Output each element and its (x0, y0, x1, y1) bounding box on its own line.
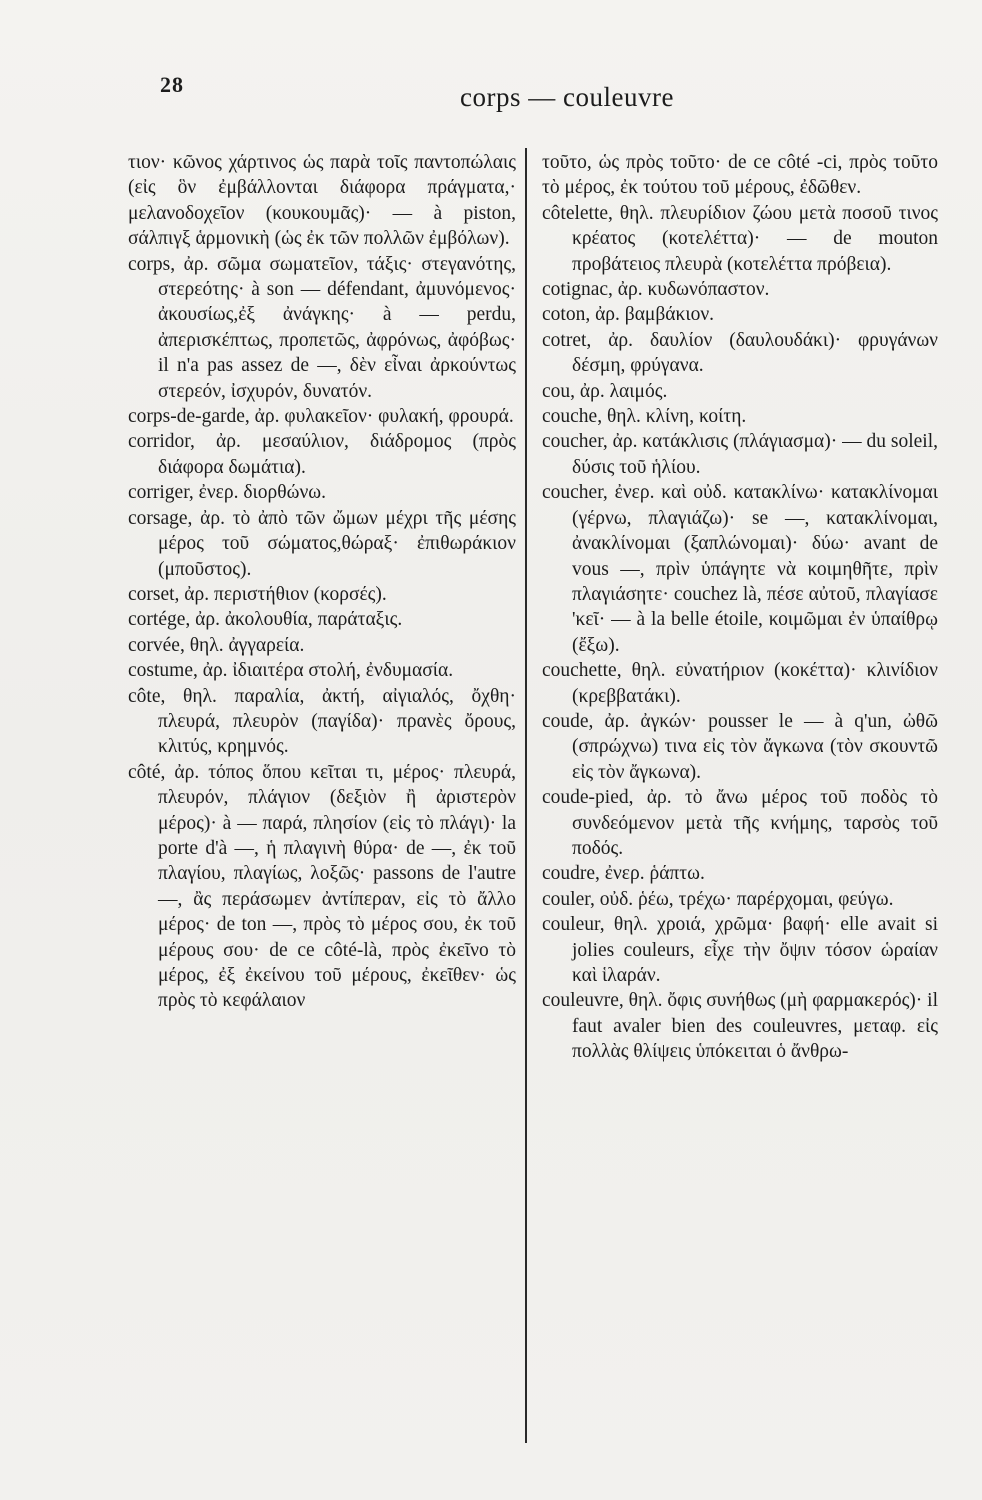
entry-cortege: cortége, ἀρ. ἀκολουθία, παράταξις. (128, 609, 403, 631)
entry-coude: coude, ἀρ. ἀγκών· pousser le — à q'un, ὠθῶ (σπρώχνω) τινα εἰς τὸν ἄγκωνα (τὸν σκουντῶ εἰς τὸν ἄγκωνα). (542, 710, 938, 783)
entry-corps: corps, ἀρ. σῶμα σωματεῖον, τάξις· στεγανότης, στερεότης· à son — défendant, ἀμυνόμενος· ἀκουσίως,ἐξ ἀνάγκης· à — perdu, ἀπερισκέπτως, προπετῶς, ἀφρόνως, ἀφόβως· il n'a pas assez de —, δὲν εἶναι ἀρκούντως στερεόν, ἰσχυρόν, δυνατόν. (128, 253, 516, 402)
right-column (542, 150, 938, 1065)
entry-couleur: couleur, θηλ. χροιά, χρῶμα· βαφή· elle avait si jolies couleurs, εἶχε τὴν ὄψιν τόσον ὡραίαν καὶ ἱλαράν. (542, 914, 938, 986)
entry-coude-pied: coude-pied, ἀρ. τὸ ἄνω μέρος τοῦ ποδὸς τὸ συνδεόμενον μετὰ τῆς κνήμης, ταρσὸς τοῦ ποδός. (542, 787, 938, 859)
entry-continuation: τιον· κῶνος χάρτινος ὡς παρὰ τοῖς παντοπώλαις (εἰς ὃν ἐμβάλλονται διάφορα πράγματα,· μελανοδοχεῖον (κουκουμᾶς)· — à piston, σάλπιγξ ἁρμονικὴ (ὡς ἐκ τῶν πολλῶν ἐμβόλων). (128, 152, 516, 250)
page-number: 28 (160, 72, 184, 97)
entry-corsage: corsage, ἀρ. τὸ ἀπὸ τῶν ὤμων μέχρι τῆς μέσης μέρος τοῦ σώματος,θώραξ· ἐπιθωράκιον (μποῦστος). (128, 507, 516, 580)
entry-cotelette: côtelette, θηλ. πλευρίδιον ζώου μετὰ ποσοῦ τινος κρέατος (κοτελέττα)· — de mouton προβάτειος πλευρὰ (κοτελέττα πρόβεια). (542, 202, 938, 275)
entry-costume: costume, ἀρ. ἰδιαιτέρα στολή, ἐνδυμασία. (128, 660, 454, 682)
column-divider (525, 148, 527, 1443)
entry-cotignac: cotignac, ἀρ. κυδωνόπαστον. (542, 279, 770, 301)
entry-couleuvre: couleuvre, θηλ. ὄφις συνήθως (μὴ φαρμακερός)· il faut avaler bien des couleuvres, μεταφ. εἰς πολλὰς θλίψεις ὑπόκειται ὁ ἄνθρω- (542, 990, 938, 1063)
entry-coucher-noun: coucher, ἀρ. κατάκλισις (πλάγιασμα)· — du soleil, δύσις τοῦ ἡλίου. (542, 431, 938, 478)
entry-corset: corset, ἀρ. περιστήθιον (κορσές). (128, 583, 387, 605)
entry-couler: couler, οὐδ. ῥέω, τρέχω· παρέρχομαι, φεύγω. (542, 888, 894, 910)
entry-continuation: τοῦτο, ὡς πρὸς τοῦτο· de ce côté -ci, πρὸς τοῦτο τὸ μέρος, ἐκ τούτου τοῦ μέρους, ἐδῶθεν. (542, 152, 938, 199)
entry-corvee: corvée, θηλ. ἀγγαρεία. (128, 634, 305, 656)
entry-cote-masc: côté, ἀρ. τόπος ὅπου κεῖται τι, μέρος· πλευρά, πλευρόν, πλάγιον (δεξιὸν ἢ ἀριστερὸν μέρος)· à — παρά, πλησίον (εἰς τὸ πλάγι)· la porte d'à —, ἡ πλαγινὴ θύρα· de —, ἐκ τοῦ πλαγίου, πλαγίως, λοξῶς· passons de l'autre —, ἂς περάσωμεν ἀντίπεραν, εἰς τὸ ἄλλο μέρος· de ton —, πρὸς τὸ μέρος σου, ἐκ τοῦ μέρους σου· de ce côté-là, πρὸς ἐκεῖνο τὸ μέρος, ἐξ ἐκείνου τοῦ μέρους, ἐκεῖθεν· ὡς πρὸς τὸ κεφάλαιον (128, 761, 516, 1012)
entry-couchette: couchette, θηλ. εὐνατήριον (κοκέττα)· κλινίδιον (κρεββατάκι). (542, 660, 938, 707)
entry-coudre: coudre, ἐνερ. ῥάπτω. (542, 863, 705, 885)
left-column (128, 150, 516, 1014)
entry-corridor: corridor, ἀρ. μεσαύλιον, διάδρομος (πρὸς διάφορα δωμάτια). (128, 431, 516, 478)
entry-couche: couche, θηλ. κλίνη, κοίτη. (542, 406, 747, 428)
entry-corriger: corriger, ἐνερ. διορθώνω. (128, 482, 326, 504)
entry-cou: cou, ἀρ. λαιμός. (542, 380, 668, 402)
entry-cotret: cotret, ἀρ. δαυλίον (δαυλουδάκι)· φρυγάνων δέσμη, φρύγανα. (542, 329, 938, 377)
entry-coucher-verb: coucher, ἐνερ. καὶ οὐδ. κατακλίνω· κατακλίνομαι (γέρνω, πλαγιάζω)· se —, κατακλίνομαι, ἀνακλίνομαι (ξαπλώνομαι)· δύω· avant de vous —, πρὶν ὑπάγητε νὰ κοιμηθῆτε, πρὶν πλαγιάσητε· couchez là, πέσε αὐτοῦ, πλαγίασε 'κεῖ· — à la belle étoile, κοιμῶμαι ἐν ὑπαίθρῳ (ἔξω). (542, 482, 938, 656)
entry-cote-fem: côte, θηλ. παραλία, ἀκτή, αἰγιαλός, ὄχθη· πλευρά, πλευρὸν (παγίδα)· πρανὲς ὄρους, κλιτύς, κρημνός. (128, 685, 516, 758)
entry-corps-de-garde: corps-de-garde, ἀρ. φυλακεῖον· φυλακή, φρουρά. (128, 406, 514, 428)
running-head: corps — couleuvre (460, 82, 674, 112)
entry-coton: coton, ἀρ. βαμβάκιον. (542, 304, 715, 326)
